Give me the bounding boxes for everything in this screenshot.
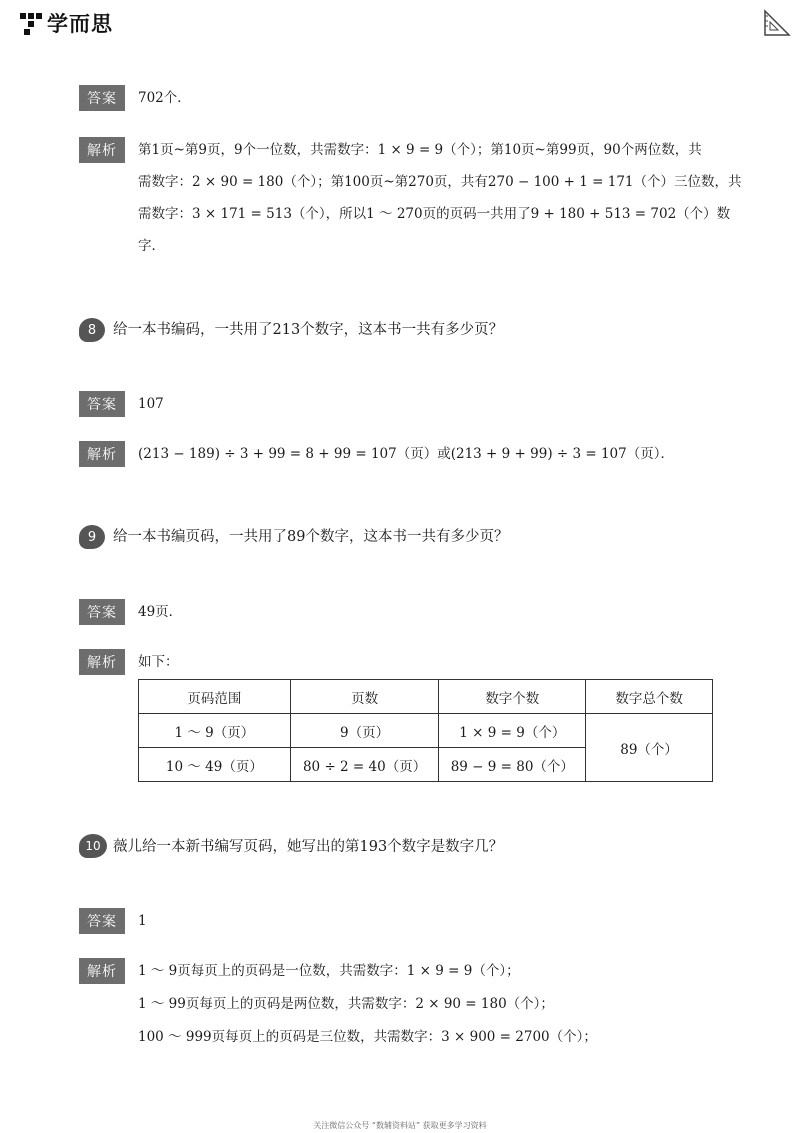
answer-tag: 答案 [79,908,125,934]
analysis-line: 需数字：3 × 171 = 513（个），所以1 ～ 270页的页码一共用了9 + 180 + 513 = 702（个）数 [138,206,731,222]
table-header-row [139,680,713,714]
question-text: 给一本书编码，一共用了213个数字，这本书一共有多少页？ [113,322,504,338]
question-text: 薇儿给一本新书编写页码，她写出的第193个数字是数字几？ [113,839,504,855]
analysis-tag: 解析 [79,441,125,467]
logo-text: 学而思 [47,12,113,36]
page-count-table [138,679,713,782]
answer-text: 702个． [138,90,191,106]
question-number-badge: 10 [79,834,107,858]
ruler-triangle-icon [762,8,792,38]
answer-tag: 答案 [79,391,125,417]
answer-text: 1 [138,913,147,929]
question-text: 给一本书编页码，一共用了89个数字，这本书一共有多少页？ [113,529,509,545]
analysis-line: 第1页~第9页，9个一位数，共需数字：1 × 9 = 9（个）；第10页~第99页，90个两位数，共 [138,142,702,158]
analysis-line: 字． [138,238,165,254]
answer-text: 107 [138,396,164,412]
table-header-cell: 数字个数 [439,680,586,714]
analysis-tag: 解析 [79,958,125,984]
table-total-cell: 89（个） [586,714,713,782]
analysis-line: 100 ～ 999页每页上的页码是三位数，共需数字：3 × 900 = 2700（个）； [138,1029,597,1045]
table-cell: 9（页） [290,714,439,748]
answer-tag: 答案 [79,85,125,111]
table-cell: 1 × 9 = 9（个） [439,714,586,748]
analysis-text: (213 − 189) ÷ 3 + 99 = 8 + 99 = 107（页）或(213 + 9 + 99) ÷ 3 = 107（页）． [138,446,674,462]
analysis-line: 需数字：2 × 90 = 180（个）；第100页~第270页，共有270 − 100 + 1 = 171（个）三位数，共 [138,174,742,190]
question-number-badge: 8 [79,318,105,342]
analysis-line: 1 ～ 99页每页上的页码是两位数，共需数字：2 × 90 = 180（个）； [138,996,554,1012]
brand-logo [18,8,113,38]
answer-text: 49页． [138,604,183,620]
analysis-tag: 解析 [79,137,125,163]
analysis-tag: 解析 [79,649,125,675]
brand-mark-icon [18,10,44,36]
table-header-cell: 页码范围 [139,680,291,714]
table-cell: 1 ～ 9（页） [139,714,291,748]
analysis-intro: 如下： [138,654,179,670]
analysis-line: 1 ～ 9页每页上的页码是一位数，共需数字：1 × 9 = 9（个）； [138,963,520,979]
table-row [139,714,713,748]
table-cell: 80 ÷ 2 = 40（页） [290,748,439,782]
table-cell: 10 ～ 49（页） [139,748,291,782]
question-number-badge: 9 [79,525,105,549]
footer-note: 关注微信公众号 “数辅资料站” 获取更多学习资料 [313,1121,487,1130]
table-header-cell: 数字总个数 [586,680,713,714]
answer-tag: 答案 [79,599,125,625]
table-header-cell: 页数 [290,680,439,714]
table-cell: 89 − 9 = 80（个） [439,748,586,782]
